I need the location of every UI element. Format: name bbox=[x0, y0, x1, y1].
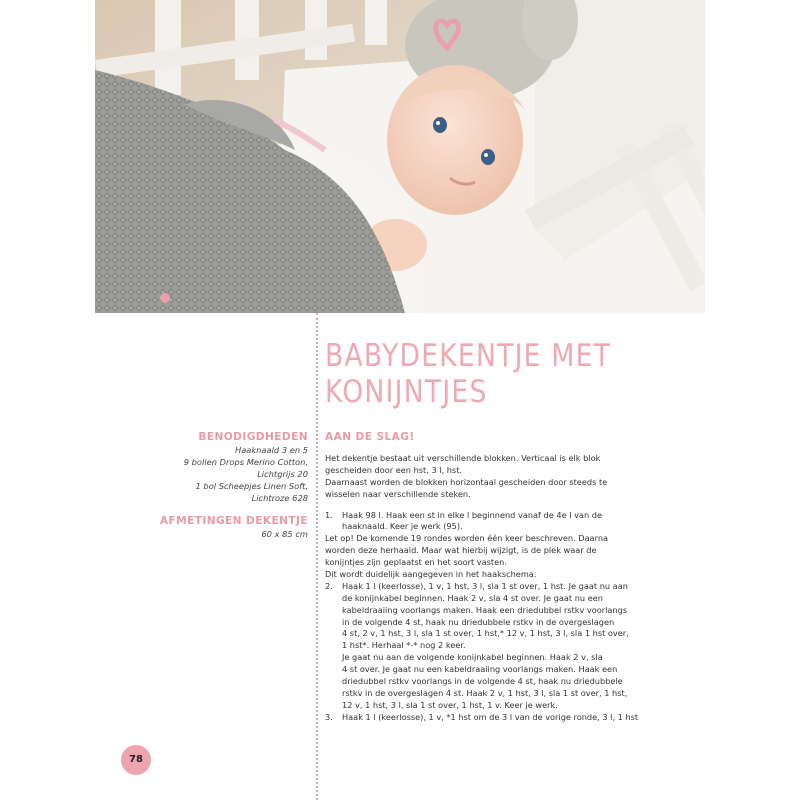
size-section bbox=[140, 514, 308, 540]
step-1-line: 1. Haak 98 l. Haak een st in elke l beginnend vanaf de 4e l van de bbox=[325, 509, 602, 520]
step-2-line: rstkv in de overgeslagen 4 st. Haak 2 v, 1 hst, 3 l, sla 1 st over, 1 hst, bbox=[342, 687, 628, 698]
step-2-line: Je gaat nu aan de volgende konijnkabel beginnen. Haak 2 v, sla bbox=[342, 652, 603, 663]
title-line: BABYDEKENTJE MET bbox=[325, 338, 612, 374]
baby-photo-illustration bbox=[95, 0, 705, 313]
materials-section bbox=[140, 430, 308, 504]
note-line: Dit wordt duidelijk aangegeven in het haakschema. bbox=[325, 569, 537, 580]
step-2-line: 4 st over. Je gaat nu een kabeldraaiing voorlangs maken. Haak een bbox=[342, 664, 618, 675]
materials-line: 1 bol Scheepjes Linen Soft, bbox=[195, 481, 308, 491]
intro-line: gescheiden door een hst, 3 l, hst. bbox=[325, 464, 463, 475]
step-number: 2. bbox=[325, 580, 333, 591]
step-3-line: 3. Haak 1 l (keerlosse), 1 v, *1 hst om de 3 l van de vorige ronde, 3 l, 1 hst bbox=[325, 711, 639, 722]
dotted-divider bbox=[316, 313, 318, 800]
note-line: worden deze herhaald. Maar wat hierbij wijzigt, is de plek waar de bbox=[325, 545, 597, 556]
step-2-line: in de volgende 4 st, haak nu driedubbele rstkv in de overgeslagen bbox=[342, 616, 615, 627]
step-2-line: 2. Haak 1 l (keerlosse), 1 v, 1 hst, 3 l, sla 1 st over, 1 hst. Je gaat nu aan bbox=[325, 580, 628, 591]
note-line: konijntjes zijn geplaatst en het soort vasten. bbox=[325, 557, 507, 568]
materials-heading: BENODIGDHEDEN bbox=[198, 431, 308, 443]
step-2-line: de konijnkabel beginnen. Haak 2 v, sla 4 st over. Je gaat nu een bbox=[342, 592, 603, 603]
instructions-body bbox=[325, 453, 715, 724]
size-value: 60 x 85 cm bbox=[261, 529, 308, 539]
step-2-line: driedubbel rstkv voorlangs in de volgende 4 st, haak nu driedubbele bbox=[342, 676, 623, 687]
intro-line: Daarnaast worden de blokken horizontaal gescheiden door steeds te bbox=[325, 476, 608, 487]
step-number: 1. bbox=[325, 509, 333, 520]
step-1-line: haaknaald. Keer je werk (95). bbox=[342, 521, 463, 532]
intro-line: wisselen naar verschillende steken. bbox=[325, 488, 471, 499]
step-2-line: kabeldraaiing voorlangs maken. Haak een driedubbel rstkv voorlangs bbox=[342, 604, 628, 615]
step-2-line: 1 hst*. Herhaal *-* nog 2 keer. bbox=[342, 640, 466, 651]
step-2-line: 4 st, 2 v, 1 hst, 3 l, sla 1 st over, 1 hst,* 12 v, 1 hst, 3 l, sla 1 hst over, bbox=[342, 628, 629, 639]
materials-line: 9 bollen Drops Merino Cotton, bbox=[183, 457, 308, 467]
size-heading: AFMETINGEN DEKENTJE bbox=[159, 515, 308, 527]
note-line: Let op! De komende 19 rondes worden één keer beschreven. Daarna bbox=[325, 533, 609, 544]
baby-photo bbox=[95, 0, 705, 313]
instructions-heading: AAN DE SLAG! bbox=[325, 431, 415, 443]
materials-line: Lichtroze 628 bbox=[251, 493, 308, 503]
step-2-line: 12 v, 1 hst, 3 l, sla 1 st over, 1 hst, 1 v. Keer je werk. bbox=[342, 699, 558, 710]
materials-line: Haaknaald 3 en 5 bbox=[234, 445, 308, 455]
page-title bbox=[325, 338, 669, 410]
page-number-badge: 78 bbox=[121, 745, 151, 775]
materials-line: Lichtgrijs 20 bbox=[257, 469, 308, 479]
intro-line: Het dekentje bestaat uit verschillende blokken. Verticaal is elk blok bbox=[325, 453, 601, 463]
title-line: KONIJNTJES bbox=[325, 374, 488, 410]
step-number: 3. bbox=[325, 711, 333, 722]
